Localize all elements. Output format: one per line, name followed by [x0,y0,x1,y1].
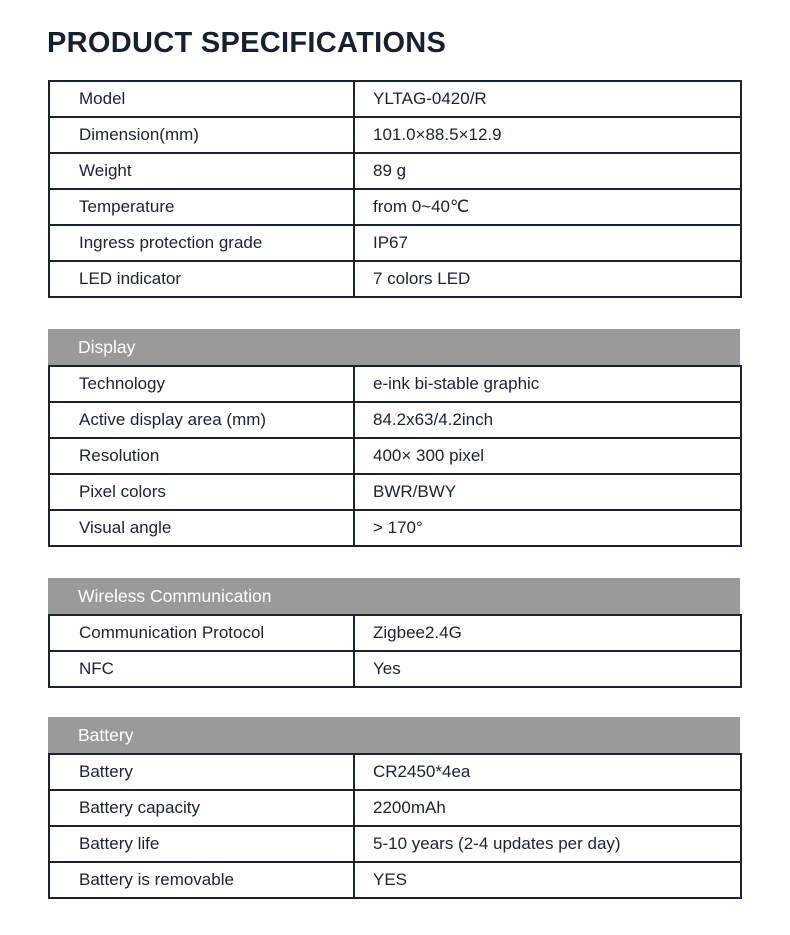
table-row [49,189,741,225]
spec-label: Dimension(mm) [49,117,354,153]
table-row [49,153,741,189]
spec-value: IP67 [354,225,741,261]
spec-label: Communication Protocol [49,615,354,651]
spec-label: Technology [49,366,354,402]
spec-label: Battery [49,754,354,790]
section-header-display: Display [48,329,740,365]
spec-label: Battery is removable [49,862,354,898]
battery-specs-table [48,753,742,899]
section-wireless-communication [48,578,740,688]
spec-label: NFC [49,651,354,687]
spec-value: 101.0×88.5×12.9 [354,117,741,153]
general-specs-table [48,80,742,298]
spec-label: Battery life [49,826,354,862]
table-row [49,790,741,826]
spec-label: Active display area (mm) [49,402,354,438]
section-display [48,329,740,547]
spec-value: 89 g [354,153,741,189]
section-header-battery: Battery [48,717,740,753]
spec-label: Battery capacity [49,790,354,826]
table-row [49,615,741,651]
spec-value: CR2450*4ea [354,754,741,790]
section-battery [48,717,740,899]
wireless-specs-table [48,614,742,688]
spec-value: 84.2x63/4.2inch [354,402,741,438]
table-row [49,754,741,790]
table-row [49,510,741,546]
spec-label: Ingress protection grade [49,225,354,261]
table-row [49,826,741,862]
spec-value: BWR/BWY [354,474,741,510]
spec-value: e-ink bi-stable graphic [354,366,741,402]
section-header-wireless-communication: Wireless Communication [48,578,740,614]
spec-value: Zigbee2.4G [354,615,741,651]
spec-value: Yes [354,651,741,687]
section-general [48,80,740,298]
spec-value: YLTAG-0420/R [354,81,741,117]
spec-label: LED indicator [49,261,354,297]
spec-value: 400× 300 pixel [354,438,741,474]
table-row [49,81,741,117]
table-row [49,225,741,261]
spec-value: 5-10 years (2-4 updates per day) [354,826,741,862]
table-row [49,651,741,687]
table-row [49,402,741,438]
table-row [49,474,741,510]
spec-value: > 170° [354,510,741,546]
spec-label: Temperature [49,189,354,225]
spec-value: YES [354,862,741,898]
table-row [49,261,741,297]
spec-value: from 0~40℃ [354,189,741,225]
table-row [49,366,741,402]
spec-label: Pixel colors [49,474,354,510]
table-row [49,438,741,474]
spec-label: Weight [49,153,354,189]
spec-label: Resolution [49,438,354,474]
display-specs-table [48,365,742,547]
spec-label: Model [49,81,354,117]
spec-label: Visual angle [49,510,354,546]
spec-value: 2200mAh [354,790,741,826]
spec-value: 7 colors LED [354,261,741,297]
table-row [49,862,741,898]
page-title: PRODUCT SPECIFICATIONS [47,27,447,59]
table-row [49,117,741,153]
